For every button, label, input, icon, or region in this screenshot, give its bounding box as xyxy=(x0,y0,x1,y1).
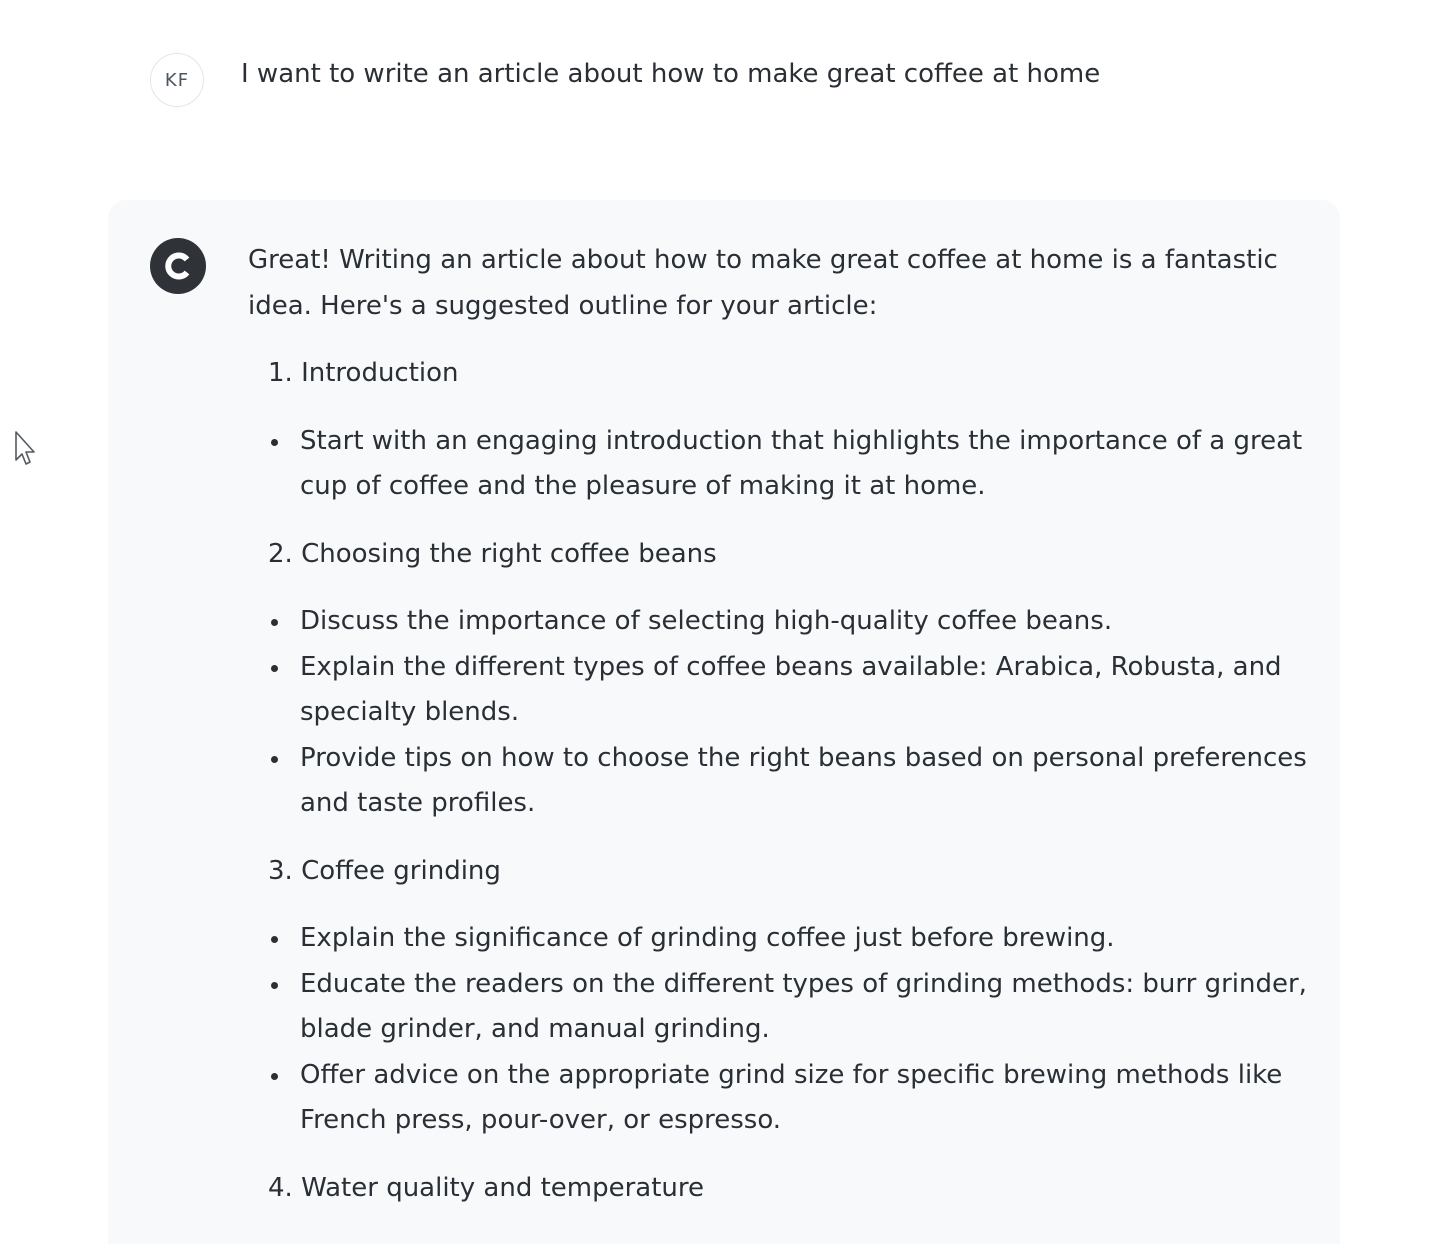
bullet-dot-icon xyxy=(271,982,278,989)
mouse-pointer-icon xyxy=(14,430,38,466)
outline-bullet-text: Provide tips on how to choose the right beans based on personal preferences and taste profiles. xyxy=(300,742,1307,818)
outline-bullet-item xyxy=(248,916,1308,962)
outline-bullet-item xyxy=(248,645,1308,736)
assistant-intro: Great! Writing an article about how to make great coffee at home is a fantastic idea. Here's a suggested outline for your article: xyxy=(248,245,1278,321)
outline-section-title: 2. Choosing the right coffee beans xyxy=(268,538,717,569)
user-message: I want to write an article about how to make great coffee at home xyxy=(241,59,1101,89)
user-avatar xyxy=(150,53,204,107)
assistant-avatar xyxy=(150,238,206,294)
outline-section-title: 3. Coffee grinding xyxy=(268,855,501,886)
outline-bullet-list xyxy=(248,419,1308,510)
bullet-dot-icon xyxy=(271,439,278,446)
outline-bullet-list xyxy=(248,599,1308,827)
assistant-message xyxy=(248,238,1308,1233)
outline-bullet-item xyxy=(248,599,1308,645)
outline-section-title: 1. Introduction xyxy=(268,358,459,388)
outline-bullet-item xyxy=(248,419,1308,510)
outline-section-title: 4. Water quality and temperature xyxy=(268,1172,705,1203)
outline-bullet-text: Educate the readers on the different types of grinding methods: burr grinder, blade grinder, and manual grinding. xyxy=(300,968,1307,1044)
outline-bullet-text: Discuss the importance of selecting high-quality coffee beans. xyxy=(300,606,1113,636)
outline-bullet-item xyxy=(248,736,1308,827)
outline-bullet-text: Explain the significance of grinding coffee just before brewing. xyxy=(300,923,1115,953)
outline-bullet-text: Start with an engaging introduction that highlights the importance of a great cup of coffee and the pleasure of making it at home. xyxy=(300,425,1303,501)
outline-bullet-text: Offer advice on the appropriate grind size for specific brewing methods like French press, pour-over, or espresso. xyxy=(300,1059,1283,1135)
assistant-logo-icon xyxy=(161,249,195,283)
outline-bullet-text: Explain the different types of coffee beans available: Arabica, Robusta, and specialty blends. xyxy=(300,651,1282,727)
bullet-dot-icon xyxy=(271,1073,278,1080)
bullet-dot-icon xyxy=(271,936,278,943)
bullet-dot-icon xyxy=(271,665,278,672)
user-initials: KF xyxy=(164,69,190,91)
bullet-dot-icon xyxy=(271,756,278,763)
bullet-dot-icon xyxy=(271,619,278,626)
outline-bullet-list xyxy=(248,916,1308,1144)
outline-bullet-item xyxy=(248,962,1308,1053)
outline-bullet-item xyxy=(248,1053,1308,1144)
